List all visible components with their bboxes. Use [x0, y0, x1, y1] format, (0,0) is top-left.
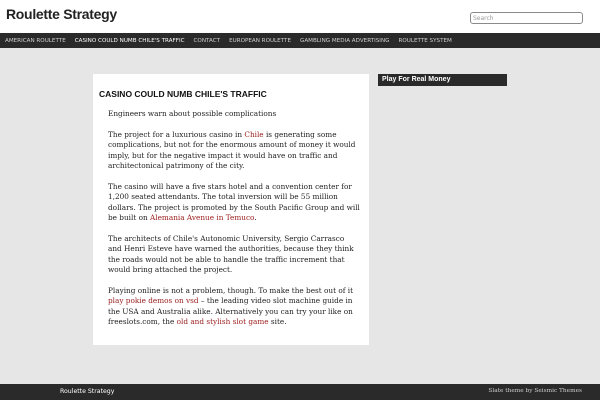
post-body — [108, 109, 360, 338]
nav-item-roulette-system[interactable]: ROULETTE SYSTEM — [398, 37, 452, 44]
paragraph-text: . — [254, 213, 257, 223]
pokie-demos-link[interactable]: play pokie demos on vsd — [108, 296, 199, 306]
post-title: CASINO COULD NUMB CHILE'S TRAFFIC — [99, 89, 267, 99]
nav-item-european-roulette[interactable]: EUROPEAN ROULETTE — [229, 37, 291, 44]
search-input[interactable] — [470, 12, 583, 24]
nav-item-american-roulette[interactable]: AMERICAN ROULETTE — [5, 37, 66, 44]
paragraph-text: The casino will have a five stars hotel and a convention center for 1,200 seated attendants. The total inversion will be 55 million dollars. The project is promoted by the South Pacific Group and will be built on — [108, 181, 360, 223]
footer-site-title[interactable]: Roulette Strategy — [60, 388, 115, 395]
paragraph-text: The project for a luxurious casino in — [108, 129, 245, 139]
site-footer — [0, 384, 600, 400]
main-nav — [0, 33, 600, 48]
post-paragraph — [108, 130, 360, 172]
post-content — [93, 74, 369, 345]
chile-link[interactable]: Chile — [244, 129, 264, 139]
paragraph-text: Playing online is not a problem, though. To make the best out of it — [108, 285, 354, 295]
alemania-avenue-link[interactable]: Alemania Avenue in Temuco — [150, 213, 255, 223]
footer-credit — [488, 388, 582, 394]
post-paragraph: The architects of Chile's Autonomic University, Sergio Carrasco and Henri Esteve have warned the authorities, because they think the roads would not be able to handle the traffic increment that would bring attached the project. — [108, 233, 354, 275]
slot-game-link[interactable]: old and stylish slot game — [176, 317, 269, 327]
sidebar-widget-title: Play For Real Money — [378, 74, 507, 86]
seismic-themes-link[interactable]: Seismic Themes — [534, 388, 582, 394]
nav-item-gambling-media-advertising[interactable]: GAMBLING MEDIA ADVERTISING — [299, 37, 390, 44]
nav-item-casino-chile-traffic[interactable]: CASINO COULD NUMB CHILE'S TRAFFIC — [74, 37, 185, 44]
paragraph-text: – the leading video slot machine guide in the USA and Australia alike. Alternatively you can try your like on freeslots.com, the — [108, 296, 353, 327]
paragraph-text: site. — [268, 317, 287, 327]
site-header — [0, 0, 600, 33]
post-paragraph: Engineers warn about possible complications — [108, 109, 277, 118]
footer-credit-text: Slate theme by — [488, 388, 535, 394]
post-paragraph — [108, 286, 360, 328]
site-title[interactable]: Roulette Strategy — [6, 6, 117, 22]
post-paragraph — [108, 182, 360, 224]
paragraph-text: is generating some complications, but not for the enormous amount of money it would imply, but for the negative impact it would have on traffic and architectonical patrimony of the city. — [108, 129, 356, 171]
nav-item-contact[interactable]: CONTACT — [193, 37, 221, 44]
